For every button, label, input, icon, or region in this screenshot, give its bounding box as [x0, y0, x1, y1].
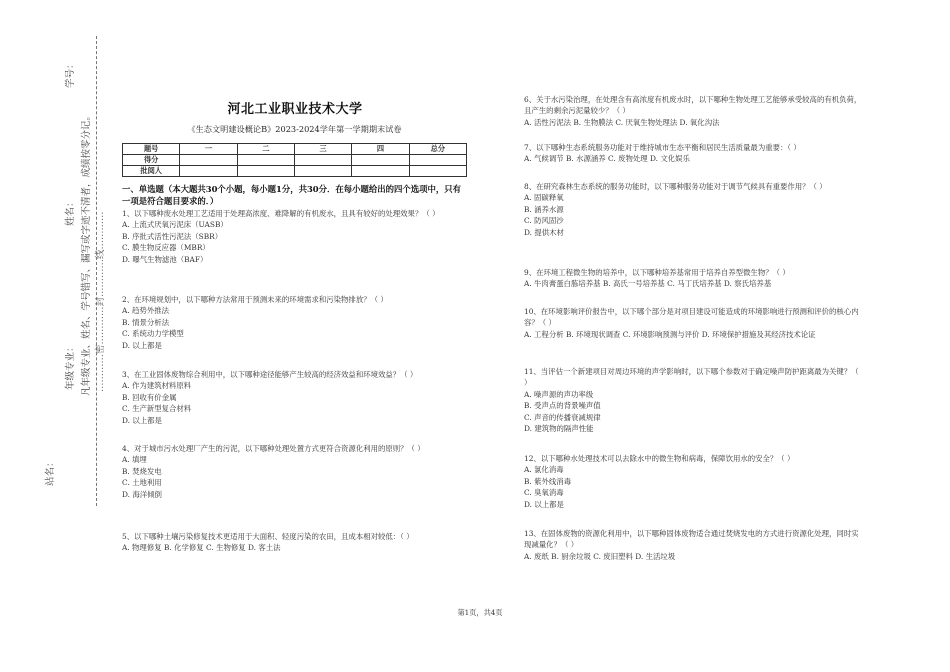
question-option: A. 作为建筑材料原料 [122, 381, 192, 391]
score-header-cell: 三 [294, 144, 351, 155]
question-11 [524, 366, 864, 435]
question-option: A. 上流式厌氧污泥床（UASB） [122, 220, 228, 230]
exam-title: 《生态文明建设概论B》2023-2024学年第一学期期末试卷 [187, 124, 402, 134]
score-header-cell: 总分 [409, 144, 466, 155]
reviewer-cell [409, 166, 466, 177]
question-option: B. 回收有价金属 [122, 392, 177, 402]
university-title: 河北工业职业技术大学 [227, 102, 363, 117]
score-header-cell: 四 [352, 144, 409, 155]
question-option: D. 以上都是 [524, 499, 564, 509]
question-option: A. 固碳释氧 [524, 193, 564, 203]
question-9 [524, 267, 864, 290]
question-option: A. 牛肉膏蛋白胨培养基 B. 高氏一号培养基 C. 马丁氏培养基 D. 察氏培养基 [524, 279, 772, 289]
question-option: C. 土地利用 [122, 478, 162, 488]
question-option: C. 臭氧消毒 [524, 488, 564, 498]
student-no-label: 学号： [65, 59, 76, 88]
question-option: D. 以上都是 [122, 340, 162, 350]
question-option: D. 曝气生物滤池（BAF） [122, 254, 208, 264]
reviewer-cell [180, 166, 237, 177]
question-2 [122, 294, 467, 351]
question-stem: 13、在固体废物的资源化利用中，以下哪种固体废物适合通过焚烧发电的方式进行资源化处理，同时实现减量化？（ ） [524, 529, 859, 550]
score-cell [180, 155, 237, 166]
question-7 [524, 142, 864, 165]
question-option: A. 氯化消毒 [524, 465, 564, 475]
question-3 [122, 369, 467, 426]
question-option: B. 焚烧发电 [122, 466, 162, 476]
score-header-cell: 二 [237, 144, 294, 155]
question-4 [122, 443, 467, 500]
reviewer-row-label: 批阅人 [123, 166, 180, 177]
question-option: C. 膜生物反应器（MBR） [122, 243, 210, 253]
question-stem: 7、以下哪种生态系统服务功能对于维持城市生态平衡和居民生活质量最为重要：（ ） [524, 143, 801, 152]
question-option: A. 物理修复 B. 化学修复 C. 生物修复 D. 客土法 [122, 543, 281, 553]
question-stem: 12、以下哪种水处理技术可以去除水中的微生物和病毒，保障饮用水的安全？（ ） [524, 454, 795, 463]
class-label: 年级专业： [65, 342, 76, 390]
question-option: A. 废纸 B. 厨余垃圾 C. 废旧塑料 D. 生活垃圾 [524, 551, 676, 561]
question-12 [524, 453, 864, 510]
reviewer-cell [352, 166, 409, 177]
score-cell [237, 155, 294, 166]
question-1 [122, 208, 467, 265]
score-cell [409, 155, 466, 166]
binding-notice: 凡年级专业、姓名、学号错写、漏写或字迹不清者，成绩按零分记。 [81, 110, 92, 396]
question-option: C. 防风固沙 [524, 216, 564, 226]
score-header-cell: 题号 [123, 144, 180, 155]
section-heading: 一、单选题（本大题共30个小题，每小题1分，共30分．在每小题给出的四个选项中，只有一项是符合题目要求的．） [122, 184, 462, 207]
question-10 [524, 306, 864, 340]
question-option: D. 提供木材 [524, 227, 564, 237]
question-option: D. 海洋倾倒 [122, 489, 162, 499]
question-option: D. 以上都是 [122, 415, 162, 425]
question-option: C. 声音的传播衰减规律 [524, 412, 601, 422]
reviewer-cell [294, 166, 351, 177]
question-6 [524, 94, 864, 128]
question-8 [524, 181, 864, 238]
question-stem: 11、当评估一个新建项目对周边环境的声学影响时，以下哪个参数对于确定噪声防护距离最为关键？（ ） [524, 367, 859, 388]
question-option: A. 活性污泥法 B. 生物膜法 C. 厌氧生物处理法 D. 氧化沟法 [524, 117, 720, 127]
question-stem: 5、以下哪种土壤污染修复技术更适用于大面积、轻度污染的农田，且成本相对较低：（ ） [122, 532, 414, 541]
seal-line: …………密…………封…………线………… [95, 211, 106, 392]
school-label: 站名： [45, 457, 56, 486]
question-stem: 6、关于水污染治理，在处理含有高浓度有机废水时，以下哪种生物处理工艺能够承受较高的有机负荷，且产生的剩余污泥量较少？（ ） [524, 95, 862, 116]
question-option: C. 生产新型复合材料 [122, 404, 192, 414]
score-row-label: 得分 [123, 155, 180, 166]
question-option: B. 序批式活性污泥法（SBR） [122, 231, 223, 241]
name-label: 姓名： [65, 197, 76, 226]
question-13 [524, 528, 864, 562]
score-cell [352, 155, 409, 166]
question-stem: 3、在工业固体废物综合利用中，以下哪种途径能够产生较高的经济效益和环境效益？（ ） [122, 370, 418, 379]
reviewer-cell [237, 166, 294, 177]
question-option: C. 系统动力学模型 [122, 329, 184, 339]
score-table [122, 143, 467, 177]
question-stem: 4、对于城市污水处理厂产生的污泥，以下哪种处理处置方式更符合资源化利用的原则？（ ） [122, 444, 425, 453]
score-header-cell: 一 [180, 144, 237, 155]
reviewer-row [123, 166, 467, 177]
question-option: B. 受声点的背景噪声值 [524, 401, 601, 411]
question-stem: 8、在研究森林生态系统的服务功能时，以下哪种服务功能对于调节气候具有重要作用？（ ） [524, 182, 827, 191]
question-option: B. 情景分析法 [122, 317, 170, 327]
question-option: A. 气候调节 B. 水源涵养 C. 废物处理 D. 文化娱乐 [524, 154, 690, 164]
question-stem: 10、在环境影响评价报告中，以下哪个部分是对项目建设可能造成的环境影响进行预测和评价的核心内容？（ ） [524, 307, 859, 328]
binding-margin [0, 0, 110, 672]
question-option: A. 填埋 [122, 455, 147, 465]
question-stem: 2、在环境规划中，以下哪种方法常用于预测未来的环境需求和污染物排放？（ ） [122, 295, 388, 304]
question-option: A. 噪声源的声功率级 [524, 389, 594, 399]
question-stem: 9、在环境工程微生物的培养中，以下哪种培养基常用于培养自养型微生物？（ ） [524, 268, 790, 277]
question-option: D. 建筑物的隔声性能 [524, 424, 594, 434]
question-option: A. 趋势外推法 [122, 306, 169, 316]
question-stem: 1、以下哪种废水处理工艺适用于处理高浓度、难降解的有机废水，且具有较好的处理效果？（ ） [122, 209, 440, 218]
question-option: B. 涵养水源 [524, 204, 564, 214]
score-table-header-row [123, 144, 467, 155]
score-row [123, 155, 467, 166]
page-footer: 第1页，共4页 [457, 608, 503, 617]
question-option: A. 工程分析 B. 环境现状调查 C. 环境影响预测与评价 D. 环境保护措施及其经济技术论证 [524, 329, 816, 339]
score-cell [294, 155, 351, 166]
question-option: B. 紫外线消毒 [524, 476, 572, 486]
question-5 [122, 531, 467, 554]
